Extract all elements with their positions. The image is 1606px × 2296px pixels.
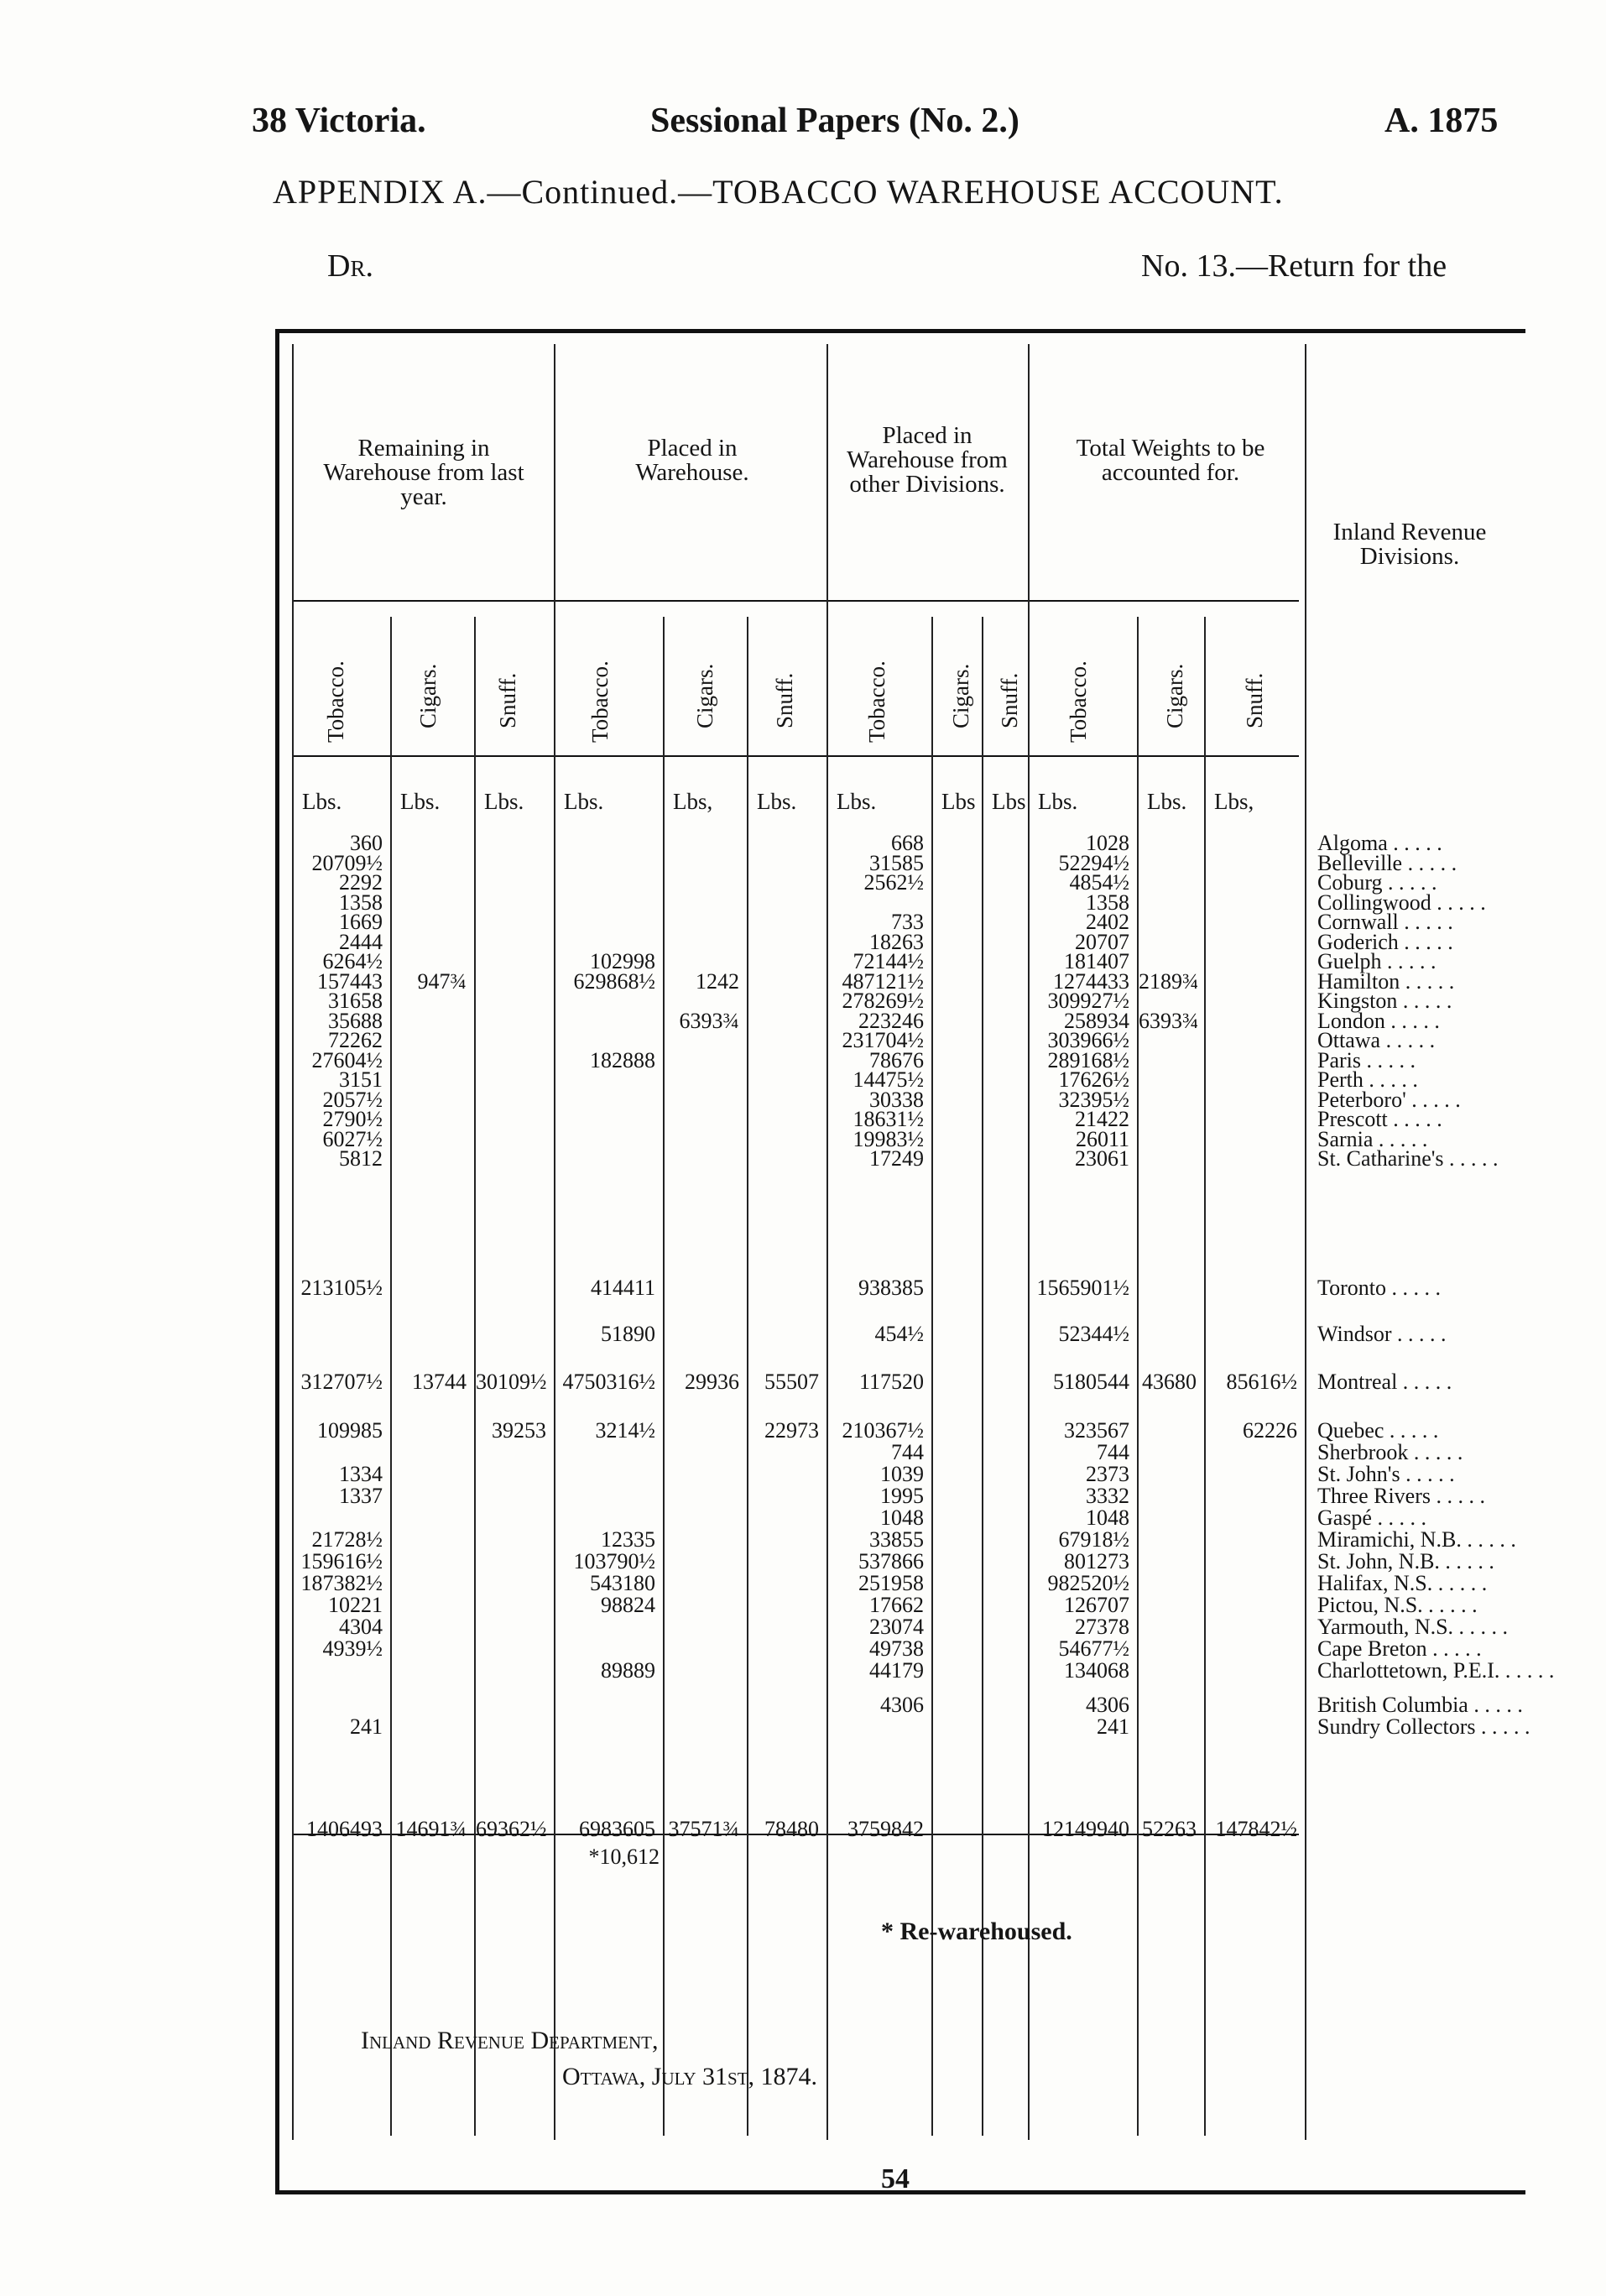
table-cell: 1669 [339, 910, 383, 934]
division-name: Charlottetown, P.E.I. . . . . . [1317, 1658, 1555, 1683]
total-cell: 14691¾ [395, 1817, 467, 1841]
table-cell: 3332 [1086, 1484, 1129, 1508]
division-name: Sarnia . . . . . [1317, 1126, 1428, 1151]
sub-column-heading: Snuff. [495, 672, 520, 728]
division-name: Quebec . . . . . [1317, 1418, 1439, 1443]
table-cell: 1028 [1086, 831, 1129, 855]
division-name: Collingwood . . . . . [1317, 890, 1486, 915]
table-cell: 39253 [492, 1418, 546, 1443]
division-name: Pictou, N.S. . . . . . [1317, 1593, 1478, 1617]
left-rule [275, 329, 279, 2192]
division-name: Cornwall . . . . . [1317, 910, 1453, 934]
division-name: Peterboro' . . . . . [1317, 1087, 1461, 1112]
table-cell: 62226 [1243, 1418, 1297, 1443]
division-name: Windsor . . . . . [1317, 1322, 1447, 1346]
table-cell: 744 [891, 1440, 924, 1464]
appendix-title: APPENDIX A.—Continued.—TOBACCO WAREHOUSE ACCOUNT. [273, 173, 1284, 211]
table-cell: 1337 [339, 1484, 383, 1508]
table-cell: 1358 [339, 890, 383, 915]
table-cell: 312707½ [300, 1370, 383, 1394]
col-rule [982, 617, 983, 2136]
table-cell: 54677½ [1058, 1636, 1129, 1661]
table-cell: 223246 [858, 1008, 924, 1033]
group-divisions: Inland Revenue Divisions. [1332, 519, 1487, 570]
total-cell: 12149940 [1042, 1817, 1129, 1841]
table-cell: 1334 [339, 1462, 383, 1486]
division-name: Algoma . . . . . [1317, 831, 1442, 855]
table-cell: 6393¾ [679, 1008, 739, 1033]
sub-column-heading: Snuff. [772, 672, 797, 728]
table-cell: 51890 [601, 1322, 655, 1346]
division-name: St. John, N.B. . . . . . [1317, 1549, 1494, 1573]
table-cell: 98824 [601, 1593, 655, 1617]
division-name: Sundry Collectors . . . . . [1317, 1714, 1530, 1739]
sub-column-heading: Tobacco. [1066, 660, 1091, 743]
department: Inland Revenue Department, [361, 2027, 659, 2054]
table-cell: 44179 [869, 1658, 924, 1683]
table-cell: 18631½ [853, 1107, 924, 1131]
table-cell: 4304 [339, 1615, 383, 1639]
division-name: Halifax, N.S. . . . . . [1317, 1571, 1488, 1595]
table-cell: 323567 [1064, 1418, 1129, 1443]
division-name: Hamilton . . . . . [1317, 968, 1455, 994]
table-cell: 134068 [1064, 1658, 1129, 1683]
table-cell: 2373 [1086, 1462, 1129, 1486]
table-cell: 29936 [685, 1370, 739, 1394]
unit-label: Lbs, [673, 789, 713, 814]
table-cell: 3151 [339, 1067, 383, 1092]
table-cell: 309927½ [1047, 989, 1129, 1013]
table-cell: 102998 [590, 949, 655, 973]
table-cell: 32395½ [1058, 1087, 1129, 1112]
unit-label: Lbs. [564, 789, 604, 814]
header-center: Sessional Papers (No. 2.) [650, 102, 1019, 140]
division-name: British Columbia . . . . . [1317, 1693, 1523, 1717]
table-cell: 27604½ [311, 1047, 383, 1072]
table-cell: 1039 [880, 1462, 924, 1486]
table-cell: 6264½ [322, 949, 383, 973]
table-cell: 72262 [328, 1028, 383, 1052]
place-date: Ottawa, July 31st, 1874. [562, 2063, 818, 2090]
table-cell: 2057½ [322, 1087, 383, 1112]
division-name: Prescott . . . . . [1317, 1107, 1442, 1131]
group-total: Total Weights to be accounted for. [1076, 435, 1265, 486]
sub-column-heading: Cigars. [692, 663, 717, 728]
subhead-rule [292, 755, 1299, 757]
table-cell: 20707 [1075, 929, 1129, 954]
col-rule [1028, 344, 1030, 2140]
group-rule [292, 600, 1299, 602]
table-cell: 18263 [869, 929, 924, 954]
table-cell: 278269½ [842, 989, 924, 1013]
table-cell: 537866 [858, 1549, 924, 1573]
table-cell: 543180 [590, 1571, 655, 1595]
table-cell: 181407 [1064, 949, 1129, 973]
table-cell: 72144½ [853, 949, 924, 973]
unit-label: Lbs. [837, 789, 877, 814]
table-cell: 21728½ [311, 1527, 383, 1552]
table-cell: 5180544 [1053, 1370, 1129, 1394]
total-cell: 37571¾ [668, 1817, 739, 1841]
division-name: Perth . . . . . [1317, 1067, 1418, 1092]
table-cell: 2189¾ [1139, 968, 1199, 994]
table-cell: 17626½ [1058, 1067, 1129, 1092]
table-cell: 231704½ [842, 1028, 924, 1052]
division-name: Guelph . . . . . [1317, 949, 1437, 973]
table-cell: 52294½ [1058, 850, 1129, 875]
sub-column-heading: Tobacco. [323, 660, 348, 743]
table-cell: 26011 [1075, 1126, 1129, 1151]
total-cell: 78480 [764, 1817, 819, 1841]
table-cell: 10221 [328, 1593, 383, 1617]
col-rule [1305, 344, 1306, 2140]
table-cell: 4306 [1086, 1693, 1129, 1717]
footnote: * Re-warehoused. [881, 1918, 1072, 1945]
division-name: Montreal . . . . . [1317, 1370, 1452, 1394]
table-cell: 241 [1097, 1714, 1129, 1739]
table-cell: 303966½ [1047, 1028, 1129, 1052]
division-name: Yarmouth, N.S. . . . . . [1317, 1615, 1509, 1639]
total-cell: 69362½ [476, 1817, 547, 1841]
division-name: Ottawa . . . . . [1317, 1028, 1436, 1052]
unit-label: Lbs, [1214, 789, 1254, 814]
table-cell: 19983½ [853, 1126, 924, 1151]
table-cell: 22973 [764, 1418, 819, 1443]
header-left: 38 Victoria. [252, 102, 426, 140]
division-name: Cape Breton . . . . . [1317, 1636, 1482, 1661]
table-cell: 67918½ [1058, 1527, 1129, 1552]
table-cell: 1995 [880, 1484, 924, 1508]
table-cell: 17662 [869, 1593, 924, 1617]
table-cell: 89889 [601, 1658, 655, 1683]
table-cell: 85616½ [1226, 1370, 1297, 1394]
sub-column-heading: Snuff. [1242, 672, 1267, 728]
table-cell: 2292 [339, 870, 383, 895]
unit-label: Lbs. [1147, 789, 1187, 814]
division-name: Three Rivers . . . . . [1317, 1484, 1486, 1508]
table-cell: 938385 [858, 1276, 924, 1300]
table-cell: 733 [891, 910, 924, 934]
table-cell: 801273 [1064, 1549, 1129, 1573]
return-label: No. 13.—Return for the [1141, 248, 1447, 284]
table-cell: 126707 [1064, 1593, 1129, 1617]
table-cell: 982520½ [1047, 1571, 1129, 1595]
table-cell: 157443 [317, 968, 383, 994]
table-cell: 2790½ [322, 1107, 383, 1131]
table-cell: 1274433 [1053, 968, 1129, 994]
division-name: Paris . . . . . [1317, 1047, 1416, 1072]
table-cell: 289168½ [1047, 1047, 1129, 1072]
total-cell: 1406493 [306, 1817, 383, 1841]
table-cell: 78676 [869, 1047, 924, 1072]
table-cell: 1048 [880, 1505, 924, 1530]
table-cell: 3214½ [595, 1418, 655, 1443]
table-cell: 360 [350, 831, 383, 855]
division-name: Sherbrook . . . . . [1317, 1440, 1463, 1464]
table-cell: 414411 [590, 1276, 655, 1300]
table-cell: 210367½ [842, 1418, 924, 1443]
table-cell: 35688 [328, 1008, 383, 1033]
table-cell: 2562½ [863, 870, 924, 895]
col-rule [554, 344, 555, 2140]
table-cell: 117520 [858, 1370, 924, 1394]
table-cell: 21422 [1075, 1107, 1129, 1131]
table-cell: 31658 [328, 989, 383, 1013]
table-cell: 4939½ [322, 1636, 383, 1661]
table-cell: 103790½ [573, 1549, 655, 1573]
group-other-divisions: Placed in Warehouse from other Divisions. [847, 422, 1008, 498]
unit-label: Lbs. [302, 789, 342, 814]
table-cell: 6027½ [322, 1126, 383, 1151]
division-name: Gaspé . . . . . [1317, 1505, 1426, 1530]
division-name: Coburg . . . . . [1317, 870, 1437, 895]
table-cell: 1048 [1086, 1505, 1129, 1530]
table-cell: 4854½ [1069, 870, 1129, 895]
total-cell: 3759842 [847, 1817, 924, 1841]
table-cell: 454½ [874, 1322, 924, 1346]
table-cell: 947¾ [417, 968, 467, 994]
division-name: Miramichi, N.B. . . . . . [1317, 1527, 1516, 1552]
division-name: London . . . . . [1317, 1008, 1440, 1033]
table-cell: 23074 [869, 1615, 924, 1639]
division-name: Kingston . . . . . [1317, 989, 1452, 1013]
table-cell: 109985 [317, 1418, 383, 1443]
table-cell: 27378 [1075, 1615, 1129, 1639]
top-rule [275, 329, 1525, 333]
col-rule [931, 617, 933, 2136]
table-cell: 31585 [869, 850, 924, 875]
table-cell: 241 [350, 1714, 383, 1739]
unit-label: Lbs. [757, 789, 797, 814]
division-name: Goderich . . . . . [1317, 929, 1453, 954]
col-rule [826, 344, 828, 2140]
table-cell: 668 [891, 831, 924, 855]
header-right: A. 1875 [1384, 102, 1499, 140]
sub-column-heading: Cigars. [948, 663, 973, 728]
table-cell: 20709½ [311, 850, 383, 875]
table-cell: 159616½ [300, 1549, 383, 1573]
total-cell: 52263 [1142, 1817, 1197, 1841]
table-cell: 33855 [869, 1527, 924, 1552]
table-cell: 1242 [696, 968, 739, 994]
total-cell: 6983605 [579, 1817, 655, 1841]
dr-label: Dr. [327, 248, 373, 284]
table-cell: 6393¾ [1139, 1008, 1199, 1033]
division-name: Belleville . . . . . [1317, 850, 1457, 875]
table-cell: 30338 [869, 1087, 924, 1112]
table-cell: 23061 [1075, 1146, 1129, 1171]
sub-column-heading: Cigars. [415, 663, 441, 728]
table-cell: 12335 [601, 1527, 655, 1552]
col-rule [292, 344, 294, 2140]
table-cell: 13744 [412, 1370, 467, 1394]
table-cell: 4306 [880, 1693, 924, 1717]
table-cell: 258934 [1064, 1008, 1129, 1033]
table-cell: 182888 [590, 1047, 655, 1072]
total-cell: 147842½ [1215, 1817, 1297, 1841]
table-cell: 1358 [1086, 890, 1129, 915]
table-cell: 4750316½ [562, 1370, 655, 1394]
table-cell: 17249 [869, 1146, 924, 1171]
unit-label: Lbs. [1038, 789, 1078, 814]
sub-column-heading: Tobacco. [587, 660, 613, 743]
table-cell: 5812 [339, 1146, 383, 1171]
sub-column-heading: Tobacco. [864, 660, 889, 743]
sub-column-heading: Cigars. [1162, 663, 1187, 728]
table-cell: 1565901½ [1036, 1276, 1129, 1300]
table-cell: 2402 [1086, 910, 1129, 934]
unit-label: Lbs. [484, 789, 524, 814]
table-cell: 55507 [764, 1370, 819, 1394]
table-cell: 487121½ [842, 968, 924, 994]
table-cell: 14475½ [853, 1067, 924, 1092]
unit-label: Lbs [992, 789, 1026, 814]
table-cell: 30109½ [476, 1370, 547, 1394]
table-cell: 49738 [869, 1636, 924, 1661]
table-cell: 629868½ [573, 968, 655, 994]
table-cell: 52344½ [1058, 1322, 1129, 1346]
table-cell: 744 [1097, 1440, 1129, 1464]
unit-label: Lbs. [400, 789, 441, 814]
table-cell: 2444 [339, 929, 383, 954]
division-name: St. John's . . . . . [1317, 1462, 1455, 1486]
division-name: St. Catharine's . . . . . [1317, 1146, 1499, 1171]
sub-column-heading: Snuff. [997, 672, 1022, 728]
group-placed: Placed in Warehouse. [635, 435, 749, 486]
page-number: 54 [881, 2163, 910, 2194]
unit-label: Lbs [941, 789, 976, 814]
table-cell: 213105½ [300, 1276, 383, 1300]
table-cell: 43680 [1142, 1370, 1197, 1394]
division-name: Toronto . . . . . [1317, 1276, 1441, 1300]
rewarehoused-note: *10,612 [588, 1845, 660, 1869]
table-cell: 187382½ [300, 1571, 383, 1595]
table-cell: 251958 [858, 1571, 924, 1595]
group-remaining: Remaining in Warehouse from last year. [323, 435, 524, 510]
